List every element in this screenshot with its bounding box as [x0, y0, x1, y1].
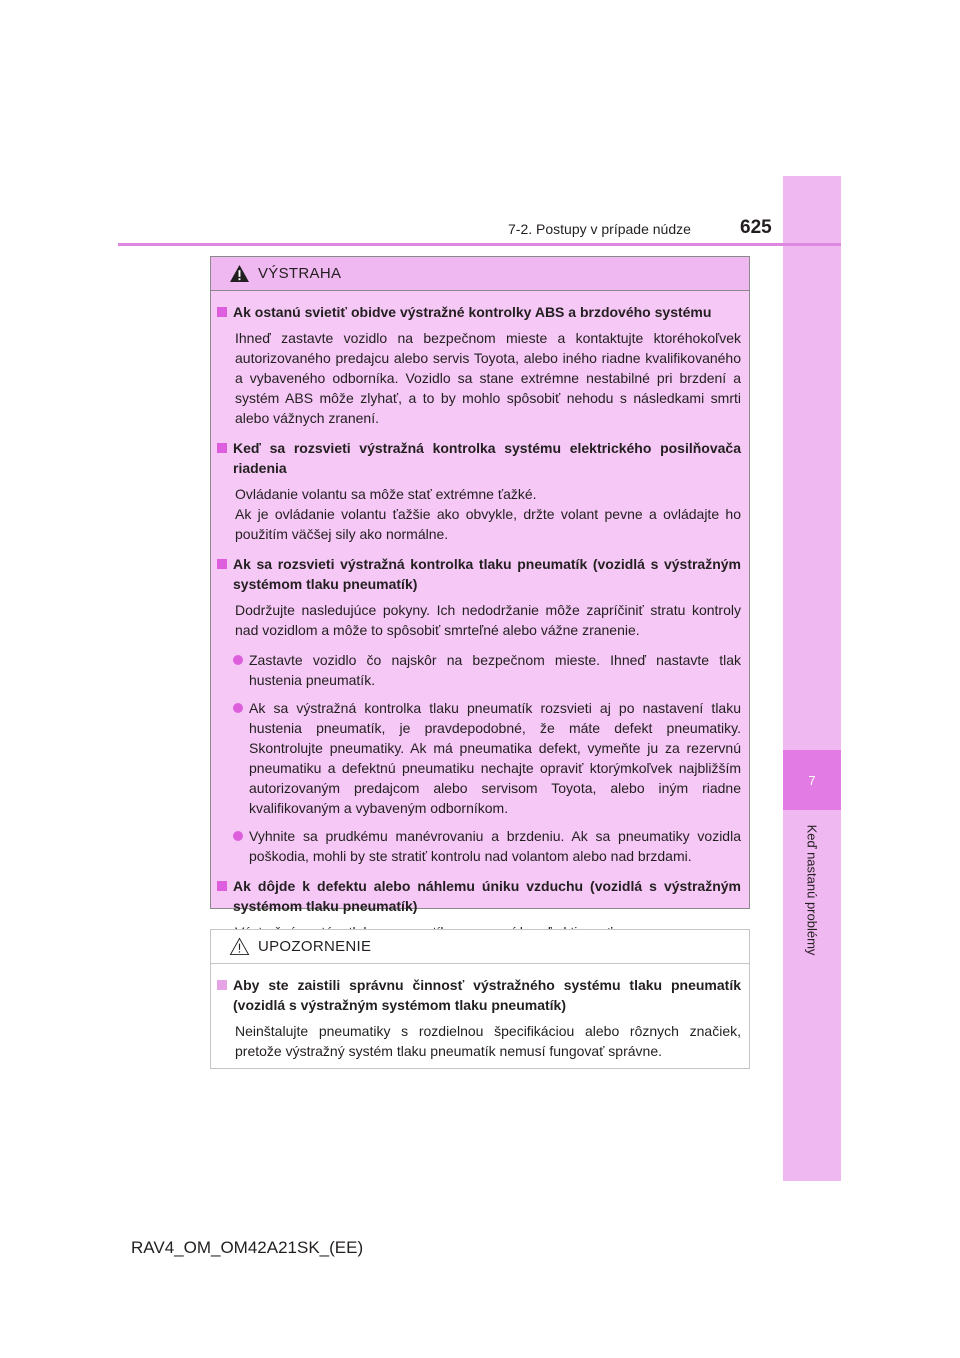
caution-box-title: UPOZORNENIE [258, 938, 372, 955]
section-title: 7-2. Postupy v prípade núdze [508, 221, 691, 237]
square-bullet-icon [217, 559, 227, 569]
chapter-side-tab [783, 176, 841, 1181]
bullet-text: Vyhnite sa prudkému manévrovaniu a brzdeniu. Ak sa pneumatiky vozidla poškodia, mohli by ste stratiť kontrolu nad volantom alebo nad brzdami. [249, 828, 741, 864]
caution-box-body [211, 964, 749, 1061]
warning-box-title: VÝSTRAHA [258, 265, 342, 282]
bullet-text: Zastavte vozidlo čo najskôr na bezpečnom mieste. Ihneď nastavte tlak hustenia pneumatík. [249, 652, 741, 688]
item-title-text: Aby ste zaistili správnu činnosť výstražného systému tlaku pneumatík (vozidlá s výstražným systémom tlaku pneumatík) [233, 977, 741, 1013]
round-bullet-icon [233, 703, 243, 713]
round-bullet-icon [233, 655, 243, 665]
caution-box-header [211, 930, 749, 964]
warning-item-title [217, 438, 741, 478]
warning-item-title [217, 302, 741, 322]
chapter-number: 7 [783, 750, 841, 810]
bullet-item [217, 826, 741, 866]
warning-item-title [217, 876, 741, 916]
bullet-item [217, 698, 741, 818]
warning-item-text-line: Ak je ovládanie volantu ťažšie ako obvykle, držte volant pevne a ovládajte ho použitím väčšej sily ako normálne. [235, 506, 741, 542]
bullet-text: Ak sa výstražná kontrolka tlaku pneumatík rozsvieti aj po nastavení tlaku hustenia pneumatík, je pravdepodobné, že máte defekt pneumatiky. Skontrolujte pneumatiky. Ak má pneumatika defekt, vymeňte ju za rezervnú pneumatiku a defektnú pneumatiku nechajte opraviť ktorýmkoľvek najbližším autorizovaným predajcom alebo servisom Toyota, alebo iným riadne kvalifikovaným a vybaveným odborníkom. [249, 700, 741, 816]
round-bullet-icon [233, 831, 243, 841]
warning-item-text: Dodržujte nasledujúce pokyny. Ich nedodržanie môže zapríčiniť stratu kontroly nad vozidlom a môže to spôsobiť smrteľné alebo vážne zranenie. [235, 602, 741, 638]
caution-box [210, 929, 750, 1069]
header-rule [118, 243, 841, 246]
square-bullet-icon [217, 881, 227, 891]
warning-triangle-icon [229, 264, 250, 283]
chapter-label: Keď nastanú problémy [804, 824, 820, 956]
caution-triangle-outline-icon [229, 937, 250, 956]
item-title-text: Ak dôjde k defektu alebo náhlemu úniku vzduchu (vozidlá s výstražným systémom tlaku pneumatík) [233, 878, 741, 914]
item-title-text: Ak ostanú svietiť obidve výstražné kontrolky ABS a brzdového systému [233, 304, 712, 320]
warning-item-title [217, 554, 741, 594]
square-bullet-icon [217, 980, 227, 990]
document-code: RAV4_OM_OM42A21SK_(EE) [131, 1238, 364, 1257]
caution-item-title [217, 975, 741, 1015]
warning-box-body [211, 291, 749, 942]
warning-item-text: Ihneď zastavte vozidlo na bezpečnom mieste a kontaktujte ktoréhokoľvek autorizovaného predajcu alebo servis Toyota, alebo iného riadne kvalifikovaného a vybaveného odborníka. Vozidlo sa stane extrémne nestabilné pri brzdení a systém ABS môže zlyhať, a to by mohlo spôsobiť nehodu s následkami smrti alebo vážnych zranení. [235, 330, 741, 426]
warning-item-text [217, 484, 741, 544]
page-number: 625 [740, 217, 772, 238]
item-title-text: Ak sa rozsvieti výstražná kontrolka tlaku pneumatík (vozidlá s výstražným systémom tlaku pneumatík) [233, 556, 741, 592]
warning-box [210, 256, 750, 914]
item-title-text: Keď sa rozsvieti výstražná kontrolka systému elektrického posilňovača riadenia [233, 440, 741, 476]
warning-item-text-line: Ovládanie volantu sa môže stať extrémne ťažké. [235, 486, 537, 502]
bullet-item [217, 650, 741, 690]
square-bullet-icon [217, 443, 227, 453]
caution-item-text: Neinštalujte pneumatiky s rozdielnou špecifikáciou alebo rôznych značiek, pretože výstražný systém tlaku pneumatík nemusí fungovať správne. [235, 1023, 741, 1059]
warning-box-header [211, 257, 749, 291]
square-bullet-icon [217, 307, 227, 317]
